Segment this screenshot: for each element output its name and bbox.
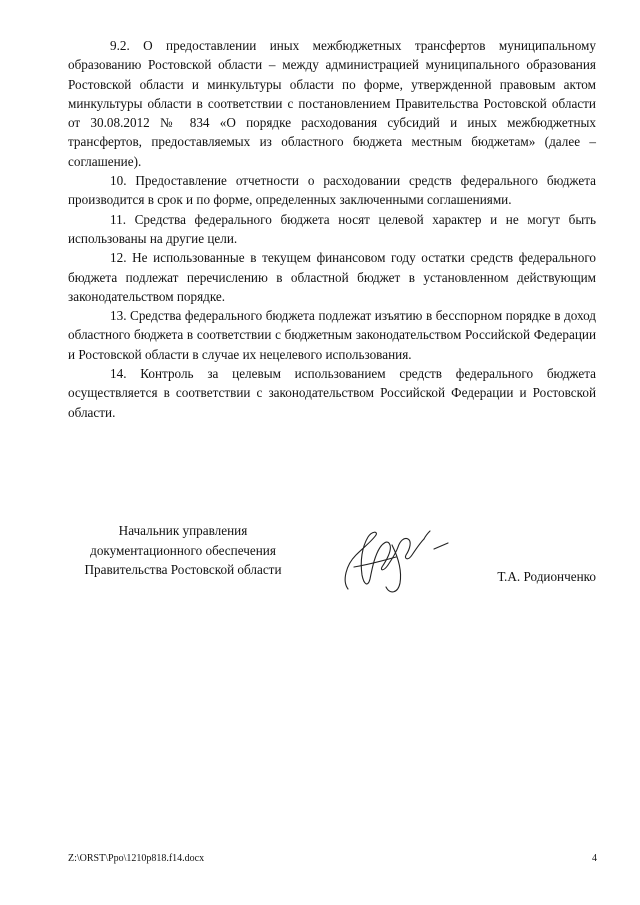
- paragraph-9-2: 9.2. О предоставлении иных межбюджетных трансфертов муниципальному образованию Ростовской области – между администрацией муниципального образования Ростовской области и минкультуры области по форме, утвержденной правовым актом минкультуры области в соответствии с постановлением Правительства Ростовской области от 30.08.2012 № 834 «О порядке расходования субсидий и иных межбюджетных трансфертов, предоставляемых из областного бюджета местным бюджетам» (далее – соглашение).: [68, 38, 596, 169]
- position-line-3: Правительства Ростовской области: [84, 562, 282, 577]
- paragraph-11: 11. Средства федерального бюджета носят целевой характер и не могут быть использованы на другие цели.: [68, 211, 596, 246]
- footer-file-path: Z:\ORST\Ppo\1210p818.f14.docx: [68, 853, 205, 864]
- handwritten-signature: [326, 521, 456, 601]
- paragraph-14: 14. Контроль за целевым использованием средств федерального бюджета осуществляется в соответствии с законодательством Российской Федерации и Ростовской области.: [68, 366, 596, 420]
- paragraph-12: 12. Не использованные в текущем финансовом году остатки средств федерального бюджета подлежат перечислению в областной бюджет в установленном действующим законодательством порядке.: [68, 250, 596, 304]
- position-line-2: документационного обеспечения: [90, 542, 276, 558]
- paragraph-10: 10. Предоставление отчетности о расходовании средств федерального бюджета производится в срок и по форме, определенных заключенными соглашениями.: [68, 173, 596, 208]
- signer-name: Т.А. Родионченко: [497, 569, 596, 584]
- signature-block: [0, 521, 640, 601]
- paragraph-13: 13. Средства федерального бюджета подлежат изъятию в бесспорном порядке в доход областного бюджета в соответствии с бюджетным законодательством Российской Федерации и Ростовской области в случае их нецелевого использования.: [68, 308, 596, 362]
- document-body: [68, 36, 596, 422]
- signer-position: [68, 521, 298, 580]
- position-line-1: Начальник управления: [118, 523, 248, 538]
- page-number: 4: [592, 853, 597, 864]
